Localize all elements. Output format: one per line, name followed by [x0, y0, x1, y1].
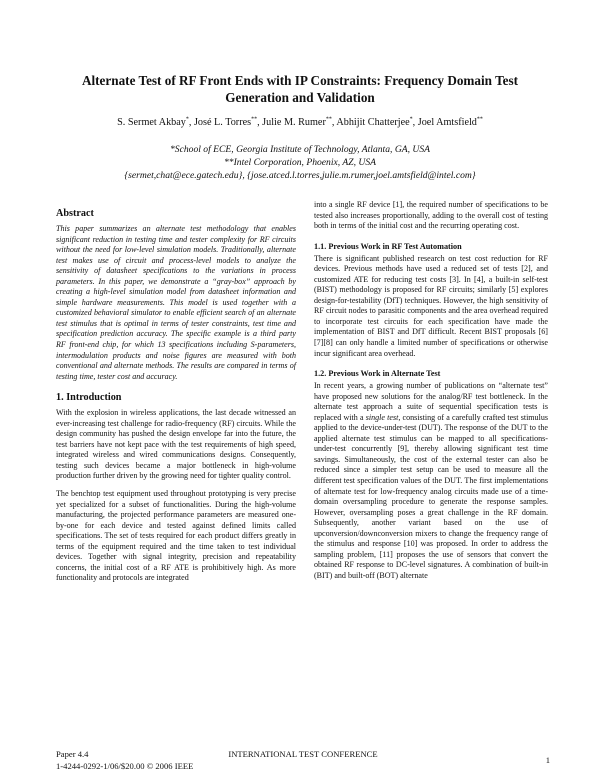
section-1-2-text-b: , consisting of a carefully crafted test stimulus applied to the device-under-test (DUT). The response of the DUT to the applied alternate test stimulus can be mapped to all specifications-under-test concurrently [9], thereby allowing significant test time savings. Simultaneously, the cost of the external tester can also be reduced since a simpler test setup can be used to measure all the different test specification values of the DUT. The first implementations of alternate test for low-frequency analog circuits made use of a time-domain oversampling procedure to generate the response samples. However, oversampling poses a great challenge in the RF domain. Subsequently, another variant based on the use of upconversion/downconversion mixers to change the frequency range of the stimulus and response [10] was proposed. In order to address the sampling problem, [11] proposes the use of sensors that convert the obtained RF response to DC-level signatures. A combination of built-in (BIT) and built-off (BOT) alternate [314, 412, 548, 580]
author-name: Joel Amtsfield [417, 117, 477, 128]
introduction-heading: 1. Introduction [56, 392, 122, 404]
introduction-paragraph-3: into a single RF device [1], the required number of specifications to be tested also increases proportionally, adding to the overall cost of testing both in terms of the initial cost and the recurring operating cost. [314, 200, 548, 231]
paper-title: Alternate Test of RF Front Ends with IP Constraints: Frequency Domain Test Generation and Validation [81, 73, 519, 105]
section-1-2-text-a: In recent years, a growing number of publications on “alternate test” have proposed new solutions for the analog/RF test bottleneck. In the alternate test approach a suite of sequential specification tests is replaced with a [314, 381, 548, 422]
section-1-2-heading: 1.2. Previous Work in Alternate Test [314, 369, 441, 379]
affiliation-intel: **Intel Corporation, Phoenix, AZ, USA [224, 156, 376, 168]
author-mark: * [409, 116, 413, 123]
section-1-2-body [314, 381, 548, 581]
affiliations [40, 144, 560, 182]
author-list: S. Sermet Akbay*, José L. Torres**, Julie M. Rumer**, Abhijit Chatterjee*, Joel Amtsfield** [117, 116, 483, 128]
introduction-paragraph-1: With the explosion in wireless applications, the last decade witnessed an ever-increasing test challenge for radio-frequency (RF) circuits. While the design community has pushed the design envelope far into the future, the test barriers have not kept pace with the test requirements of high speed, integrated wireless and wired communications designs. Consequently, testing such devices became a major bottleneck in high-volume production further driven by the growing need for tighter quality control. [56, 408, 296, 481]
author-mark: * [185, 116, 189, 123]
affiliation-georgia-tech: *School of ECE, Georgia Institute of Technology, Atlanta, GA, USA [170, 144, 430, 155]
abstract-body: This paper summarizes an alternate test methodology that enables significant reduction in testing time and tester complexity for RF circuits without the need for low-level simulation models. Traditionally, alternate test makes use of circuit and process-level models to analyze the sensitivity of datasheet specifications to the variations in process parameters. In this paper, we demonstrate a “gray-box” approach by creating a high-level simulation model from datasheet information and simple hardware measurements. This model is used together with a customized behavioral simulator to enable efficient search of an alternate test stimulus that is optimal in terms of tester constraints, test time and specification prediction accuracy. The specific example is a third party RF front-end chip, for which 13 specifications including S-parameters, intermodulation products and noise figures are measured with both conventional and alternate methods. The results are compared in terms of testing time, tester cost and accuracy. [56, 224, 296, 381]
section-1-1-heading: 1.1. Previous Work in RF Test Automation [314, 241, 462, 251]
abstract-heading: Abstract [56, 208, 94, 219]
author-mark: ** [251, 116, 258, 123]
author-mark: ** [476, 116, 483, 123]
author-mark: ** [325, 116, 332, 123]
introduction-paragraph-2: The benchtop test equipment used throughout prototyping is very precise yet specialized for a subset of functionalities. During the high-volume manufacturing, the projected performance parameters are measured one-by-one for each device and tested against defined limits called specifications. The set of tests required for each product differs greatly in terms of the equipment required and the time taken to test individual devices. Together with signal integrity, precision and repeatability concerns, the initial cost of a RF ATE is prohibitively high. As more functionality and protocols are integrated [56, 489, 296, 583]
author-name: Abhijit Chatterjee [336, 117, 410, 128]
page-number: 1 [545, 755, 550, 765]
author-name: Julie M. Rumer [262, 117, 326, 128]
author-emails: {sermet,chat@ece.gatech.edu}, {jose.atced.l.torres,julie.m.rumer,joel.amtsfield@intel.com} [124, 169, 476, 181]
author-name: José L. Torres [193, 117, 252, 128]
section-1-1-body: There is significant published research on test cost reduction for RF devices. Previous methods have used a reduced set of tests [2], and customized ATE for reducing test costs [3]. In [4], a built-in self-test (BIST) methodology is proposed for RF circuits; similarly [5] explores design-for-testability (DfT) techniques. However, the high sensitivity of RF circuit nodes to parasitic components and the area overhead required to incorporate test circuits for each specification have made the implementation of BIST and DfT difficult. Recent BIST proposals [6][7][8] can only handle a limited number of specifications or otherwise incur significant area overhead. [314, 253, 548, 358]
author-name: S. Sermet Akbay [117, 117, 186, 128]
isbn-copyright: 1-4244-0292-1/06/$20.00 © 2006 IEEE [56, 761, 194, 771]
paper-number: Paper 4.4 [56, 749, 89, 759]
conference-name: INTERNATIONAL TEST CONFERENCE [228, 749, 378, 759]
right-column [314, 200, 548, 582]
left-column [56, 207, 296, 584]
section-1-2-emphasis: single test [365, 412, 399, 422]
